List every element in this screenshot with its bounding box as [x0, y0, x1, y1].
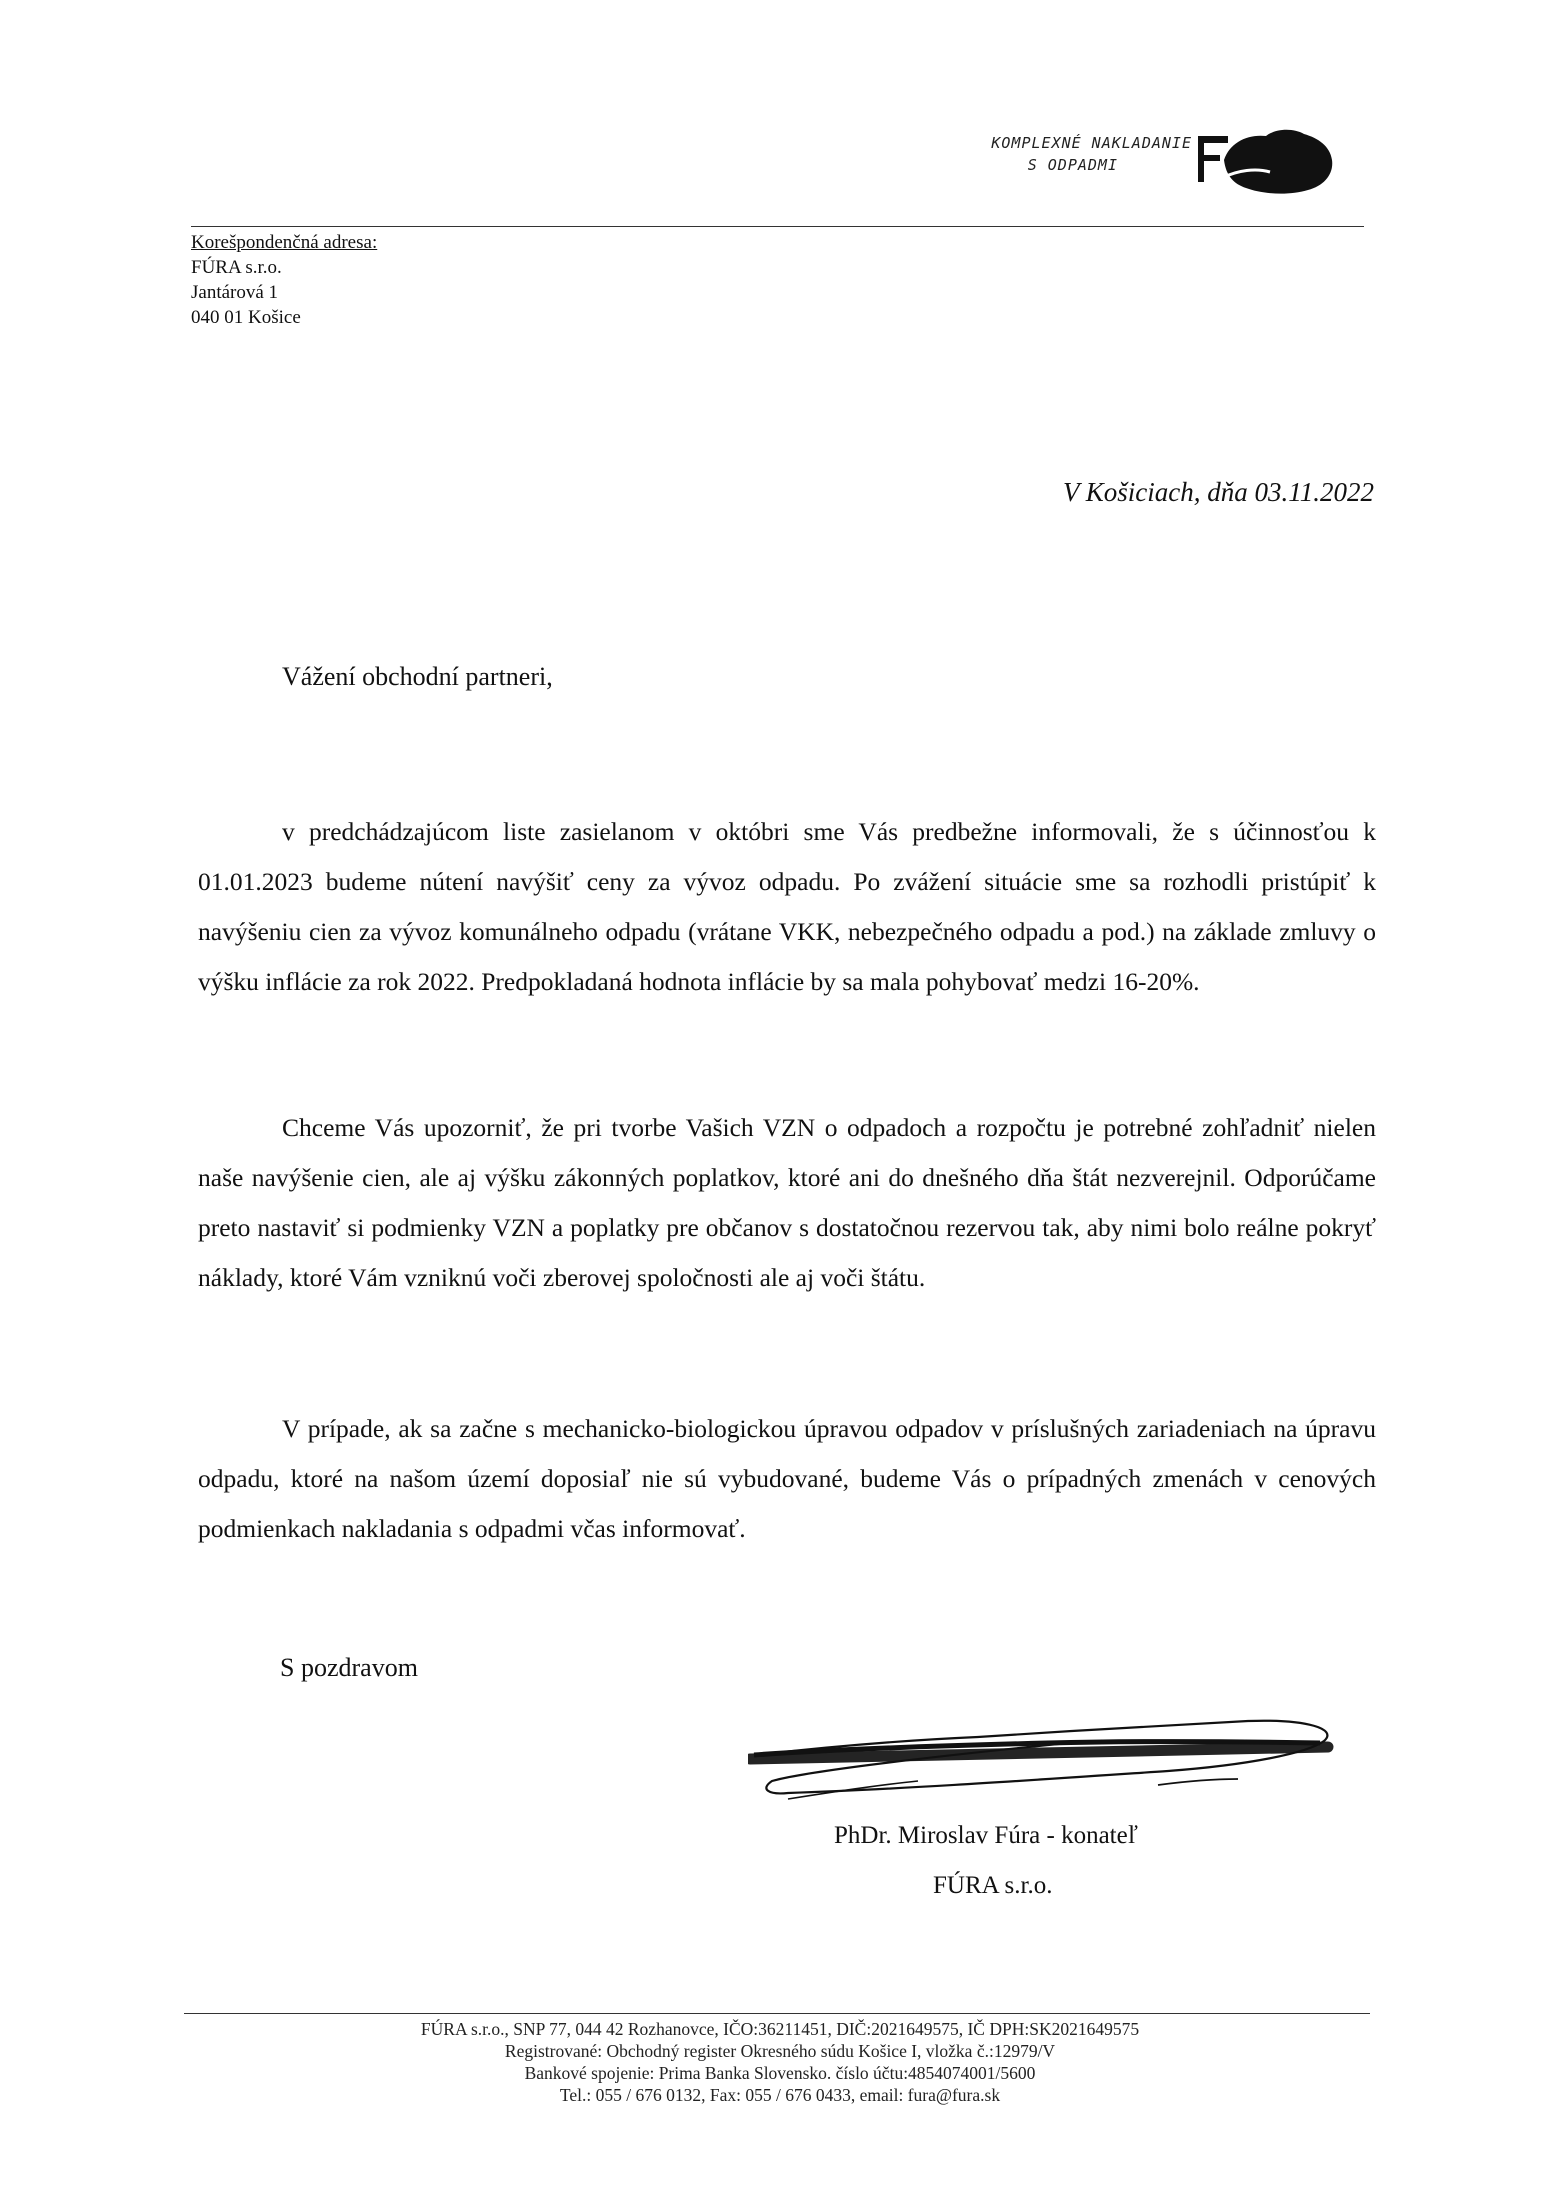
- footer-line-1: FÚRA s.r.o., SNP 77, 044 42 Rozhanovce, IČO:36211451, DIČ:2021649575, IČ DPH:SK2021649575: [420, 2019, 1140, 2039]
- company-tagline: [962, 132, 1192, 176]
- signer-company: FÚRA s.r.o.: [933, 1872, 1053, 1899]
- tagline-line-2: S ODPADMI: [1027, 156, 1118, 174]
- address-city: 040 01 Košice: [191, 307, 301, 328]
- address-company: FÚRA s.r.o.: [191, 257, 282, 278]
- paragraph-3: V prípade, ak sa začne s mechanicko-biologickou úpravou odpadov v príslušných zariadeniach na úpravu odpadu, ktoré na našom území doposiaľ nie sú vybudované, budeme Vás o prípadných zmenách v cenových podmienkach nakladania s odpadmi včas informovať.: [198, 1414, 1376, 1543]
- closing: S pozdravom: [280, 1653, 418, 1682]
- footer-line-4: Tel.: 055 / 676 0132, Fax: 055 / 676 0433, email: fura@fura.sk: [559, 2085, 1001, 2105]
- address-street: Jantárová 1: [191, 282, 279, 303]
- footer-rule: [184, 2013, 1370, 2014]
- tagline-line-1: KOMPLEXNÉ NAKLADANIE: [991, 134, 1192, 152]
- address-heading: Korešpondenčná adresa:: [191, 232, 378, 253]
- footer: [280, 2018, 1280, 2106]
- footer-line-3: Bankové spojenie: Prima Banka Slovensko. číslo účtu:4854074001/5600: [524, 2063, 1036, 2083]
- signer-name: PhDr. Miroslav Fúra - konateľ: [834, 1822, 1138, 1849]
- correspondence-address: [191, 230, 377, 330]
- greeting: Vážení obchodní partneri,: [282, 662, 553, 691]
- paragraph-1: v predchádzajúcom liste zasielanom v októbri sme Vás predbežne informovali, že s účinnosťou k 01.01.2023 budeme nútení navýšiť ceny za vývoz odpadu. Po zvážení situácie sme sa rozhodli pristúpiť k navýšeniu cien za vývoz komunálneho odpadu (vrátane VKK, nebezpečného odpadu a pod.) na základe zmluvy o výšku inflácie za rok 2022. Predpokladaná hodnota inflácie by sa mala pohybovať medzi 16-20%.: [198, 817, 1376, 996]
- company-logo: [1196, 120, 1336, 200]
- header-rule: [191, 226, 1364, 227]
- handwritten-signature: [748, 1685, 1338, 1815]
- letter-date: V Košiciach, dňa 03.11.2022: [1063, 477, 1374, 507]
- paragraph-2: Chceme Vás upozorniť, že pri tvorbe Vašich VZN o odpadoch a rozpočtu je potrebné zohľadniť nielen naše navýšenie cien, ale aj výšku zákonných poplatkov, ktoré ani do dnešného dňa štát nezverejnil. Odporúčame preto nastaviť si podmienky VZN a poplatky pre občanov s dostatočnou rezervou tak, aby nimi bolo reálne pokryť náklady, ktoré Vám vzniknú voči zberovej spoločnosti ale aj voči štátu.: [198, 1113, 1376, 1292]
- footer-line-2: Registrované: Obchodný register Okresného súdu Košice I, vložka č.:12979/V: [504, 2041, 1056, 2061]
